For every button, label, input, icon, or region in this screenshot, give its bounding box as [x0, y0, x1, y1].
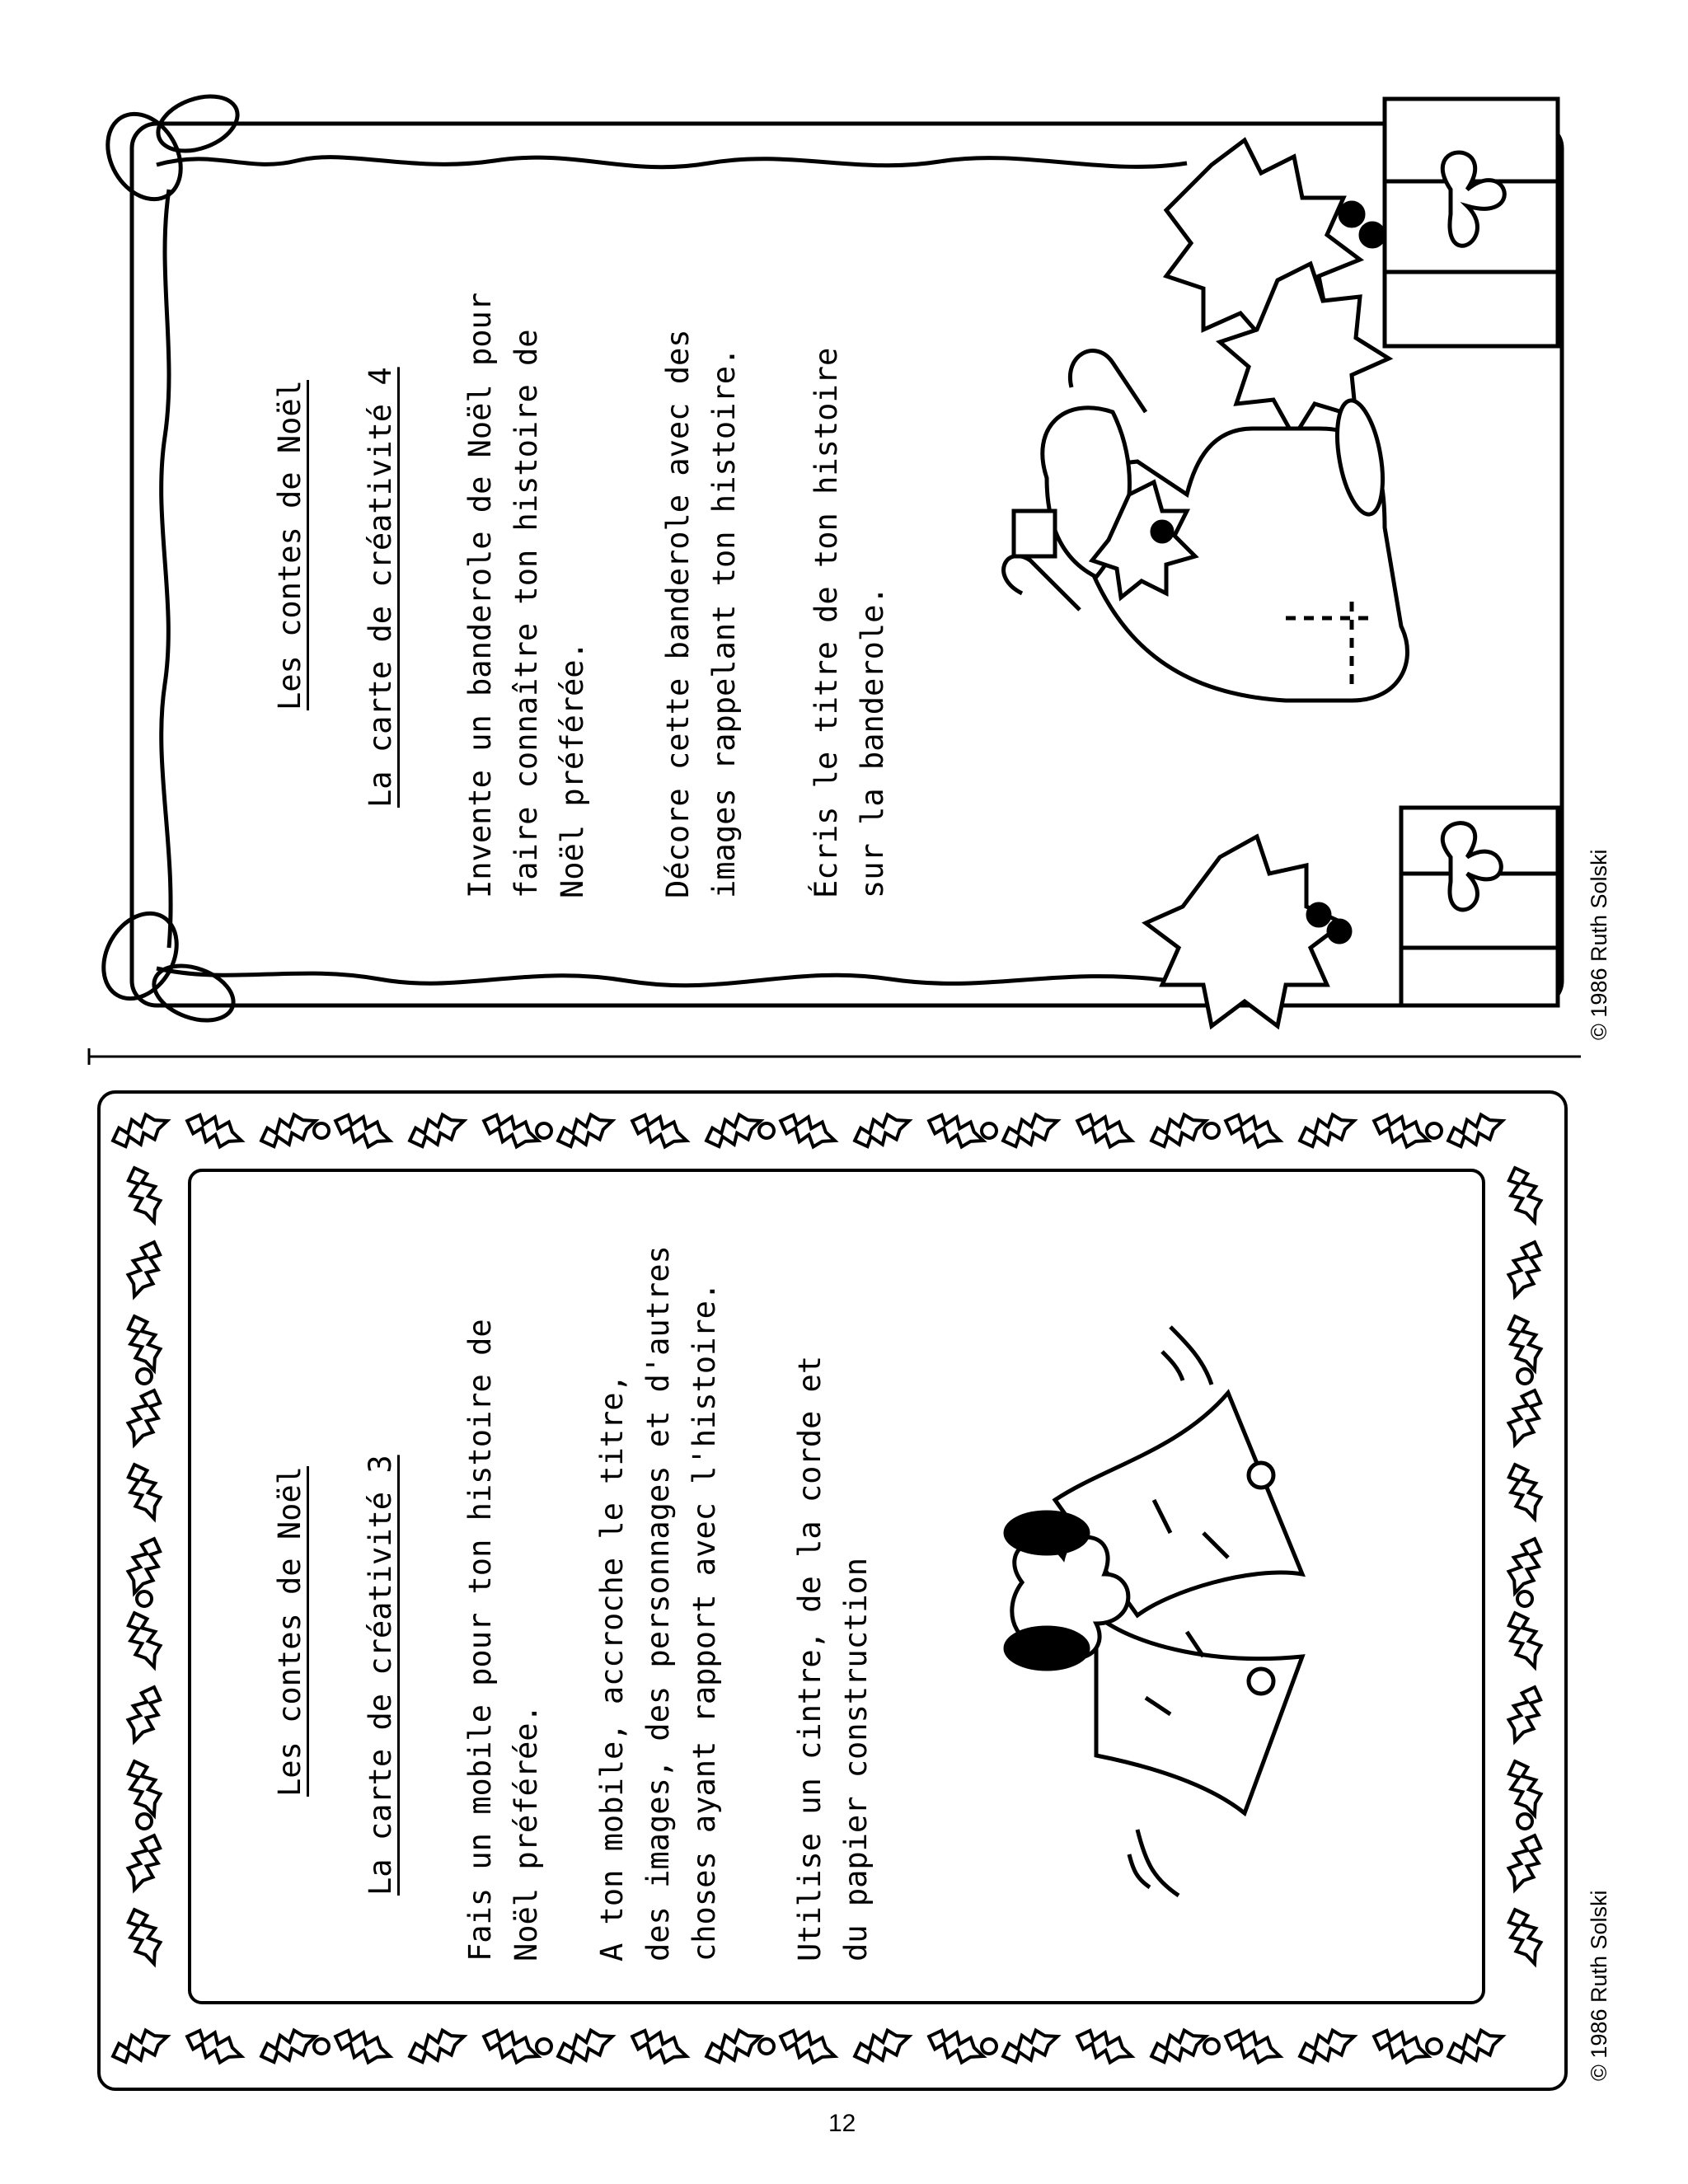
holly-leaf-icon	[851, 2024, 914, 2069]
holly-leaf-icon	[122, 1460, 166, 1524]
holly-leaf-icon	[122, 1535, 166, 1598]
holly-leaf-icon	[1503, 1609, 1547, 1672]
stocking-icon	[1004, 351, 1408, 701]
holly-leaf-icon	[122, 1683, 166, 1746]
holly-leaf-icon	[122, 1238, 166, 1301]
holly-leaf-icon	[1444, 2024, 1507, 2069]
holly-leaf-icon	[122, 1312, 166, 1376]
holly-leaf-icon	[1147, 2024, 1211, 2069]
holly-leaf-icon	[999, 1108, 1062, 1153]
holly-berry-icon	[1517, 1814, 1532, 1829]
holly-berry-icon	[1427, 2039, 1442, 2054]
holly-berry-icon	[537, 2039, 551, 2054]
holly-leaf-icon	[109, 2024, 172, 2069]
holly-leaf-icon	[406, 2024, 469, 2069]
holly-leaf-icon	[1503, 1831, 1547, 1895]
holly-leaf-icon	[1503, 1460, 1547, 1524]
holly-leaf-icon	[628, 1108, 692, 1153]
holly-leaf-icon	[1503, 1757, 1547, 1821]
bottom-paragraph-2: A ton mobile, accroche le titre, des images, des personnages et d'autres choses ayant rapport avec l'histoire.	[594, 1245, 722, 1961]
holly-berry-icon	[759, 1123, 774, 1138]
holly-leaf-icon	[480, 2024, 543, 2069]
holly-berry-icon	[982, 2039, 996, 2054]
holly-leaf-icon	[1221, 1108, 1285, 1153]
holly-berry-icon	[314, 1123, 329, 1138]
holly-leaf-icon	[122, 1386, 166, 1450]
holly-leaf-icon	[554, 1108, 617, 1153]
top-series-title: Les contes de Noël	[272, 380, 307, 710]
holly-berry-icon	[137, 1369, 152, 1384]
holly-leaf-icon	[702, 2024, 766, 2069]
holly-leaf-icon	[1503, 1535, 1547, 1598]
holly-leaf-icon	[1444, 1108, 1507, 1153]
holly-leaf-icon	[1503, 1386, 1547, 1450]
page-number: 12	[828, 2110, 856, 2137]
holly-leaf-icon	[1503, 1312, 1547, 1376]
top-copyright: © 1986 Ruth Solski	[1587, 849, 1611, 1040]
holly-leaf-icon	[776, 2024, 840, 2069]
holly-berry-icon	[759, 2039, 774, 2054]
holly-leaf-icon	[257, 1108, 321, 1153]
holly-leaf-icon	[776, 1108, 840, 1153]
holly-leaf-icon	[925, 2024, 988, 2069]
holly-leaf-icon	[999, 2024, 1062, 2069]
holly-leaf-icon	[628, 2024, 692, 2069]
holly-leaf-icon	[1296, 1108, 1359, 1153]
holly-berry-icon	[137, 1814, 152, 1829]
holly-leaf-icon	[1503, 1683, 1547, 1746]
holly-gift-top-right-icon	[1166, 99, 1558, 437]
holly-berry-icon	[1427, 1123, 1442, 1138]
holly-berry-icon	[1204, 1123, 1219, 1138]
bells-icon	[1006, 1327, 1302, 1896]
holly-berry-icon	[537, 1123, 551, 1138]
bottom-copyright: © 1986 Ruth Solski	[1587, 1890, 1611, 2081]
holly-leaf-icon	[331, 1108, 395, 1153]
holly-leaf-icon	[331, 2024, 395, 2069]
holly-leaf-icon	[122, 1831, 166, 1895]
holly-berry-icon	[982, 1123, 996, 1138]
holly-leaf-icon	[122, 1164, 166, 1227]
bottom-paragraph-3: Utilise un cintre, de la corde et du papier construction	[792, 1355, 874, 1961]
holly-berry-icon	[1204, 2039, 1219, 2054]
holly-leaf-icon	[1503, 1905, 1547, 1969]
holly-leaf-icon	[702, 1108, 766, 1153]
holly-berry-icon	[1517, 1369, 1532, 1384]
bottom-series-title: Les contes de Noël	[272, 1466, 307, 1797]
holly-leaf-icon	[122, 1609, 166, 1672]
holly-leaf-icon	[1503, 1238, 1547, 1301]
holly-leaf-icon	[851, 1108, 914, 1153]
top-card-title: La carte de créativité 4	[363, 367, 398, 808]
holly-leaf-icon	[183, 1108, 246, 1153]
holly-leaf-icon	[1221, 2024, 1285, 2069]
bottom-card-title: La carte de créativité 3	[363, 1455, 398, 1896]
holly-leaf-icon	[183, 2024, 246, 2069]
holly-leaf-icon	[406, 1108, 469, 1153]
holly-leaf-icon	[1503, 1164, 1547, 1227]
holly-leaf-icon	[1073, 1108, 1137, 1153]
holly-leaf-icon	[1296, 2024, 1359, 2069]
holly-leaf-icon	[554, 2024, 617, 2069]
holly-leaf-icon	[109, 1108, 172, 1153]
holly-leaf-icon	[122, 1757, 166, 1821]
holly-berry-icon	[1517, 1591, 1532, 1606]
top-paragraph-2: Décore cette banderole avec des images rappelant ton histoire.	[660, 329, 742, 898]
holly-leaf-icon	[1370, 2024, 1433, 2069]
holly-leaf-icon	[1147, 1108, 1211, 1153]
holly-berry-icon	[137, 1591, 152, 1606]
holly-gift-bottom-right-icon	[1146, 808, 1558, 1026]
holly-leaf-icon	[257, 2024, 321, 2069]
holly-leaf-icon	[925, 1108, 988, 1153]
top-paragraph-3: Écris le titre de ton histoire sur la banderole.	[809, 347, 890, 898]
top-paragraph-1: Invente un banderole de Noël pour faire connaître ton histoire de Noël préférée.	[462, 292, 590, 898]
holly-leaf-icon	[480, 1108, 543, 1153]
bottom-paragraph-1: Fais un mobile pour ton histoire de Noël préférée.	[462, 1319, 544, 1961]
holly-berry-icon	[314, 2039, 329, 2054]
holly-leaf-icon	[1370, 1108, 1433, 1153]
holly-leaf-icon	[1073, 2024, 1137, 2069]
holly-leaf-icon	[122, 1905, 166, 1969]
